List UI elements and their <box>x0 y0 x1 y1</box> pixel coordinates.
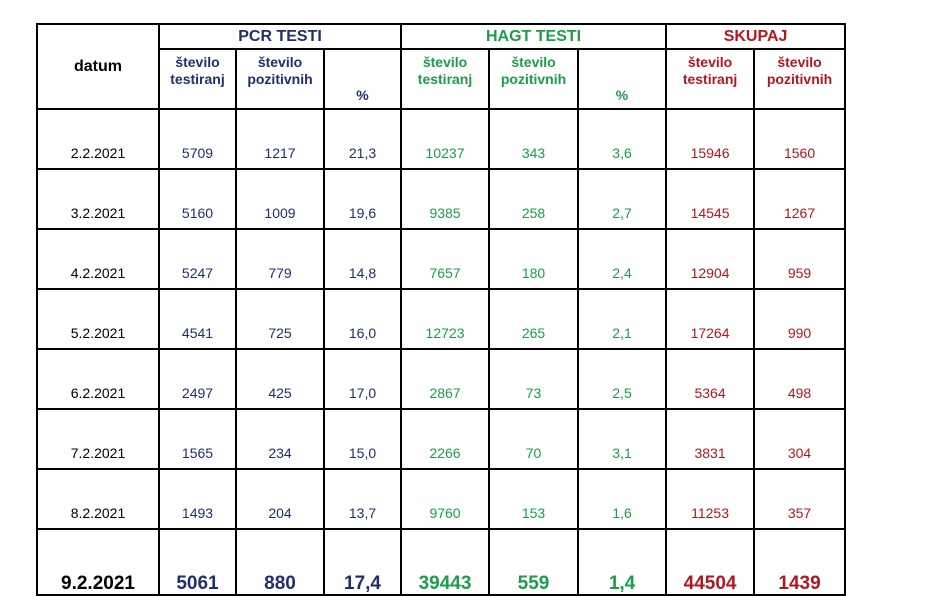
table-row <box>37 469 845 529</box>
pcr-positive-cell: 880 <box>236 529 324 595</box>
skupaj-tested-header: število testiranj <box>666 49 754 109</box>
table-row <box>37 349 845 409</box>
hagt-tested-cell: 39443 <box>401 529 489 595</box>
table-row <box>37 409 845 469</box>
pcr-tested-cell: 5247 <box>159 229 236 289</box>
pcr-percent-cell: 19,6 <box>324 169 401 229</box>
table-row <box>37 289 845 349</box>
table-row <box>37 229 845 289</box>
table-body <box>37 109 845 595</box>
skupaj-tested-cell: 15946 <box>666 109 754 169</box>
pcr-percent-cell: 16,0 <box>324 289 401 349</box>
pcr-positive-cell: 779 <box>236 229 324 289</box>
pcr-positive-cell: 425 <box>236 349 324 409</box>
hagt-percent-cell: 2,1 <box>578 289 666 349</box>
skupaj-tested-cell: 12904 <box>666 229 754 289</box>
pcr-positive-cell: 1009 <box>236 169 324 229</box>
hagt-percent-cell: 2,7 <box>578 169 666 229</box>
skupaj-tested-cell: 5364 <box>666 349 754 409</box>
skupaj-positive-cell: 1560 <box>754 109 845 169</box>
table-row-total <box>37 529 845 595</box>
date-cell: 4.2.2021 <box>37 229 159 289</box>
pcr-tested-cell: 2497 <box>159 349 236 409</box>
date-cell: 6.2.2021 <box>37 349 159 409</box>
skupaj-group-header: SKUPAJ <box>666 24 845 49</box>
hagt-tested-header: število testiranj <box>401 49 489 109</box>
pcr-tested-cell: 4541 <box>159 289 236 349</box>
hagt-positive-cell: 153 <box>489 469 578 529</box>
date-cell: 2.2.2021 <box>37 109 159 169</box>
hagt-positive-cell: 73 <box>489 349 578 409</box>
hagt-percent-cell: 3,6 <box>578 109 666 169</box>
skupaj-positive-cell: 498 <box>754 349 845 409</box>
skupaj-positive-cell: 304 <box>754 409 845 469</box>
pcr-percent-cell: 21,3 <box>324 109 401 169</box>
pcr-tested-header: število testiranj <box>159 49 236 109</box>
pcr-positive-cell: 234 <box>236 409 324 469</box>
skupaj-tested-cell: 11253 <box>666 469 754 529</box>
pcr-percent-cell: 13,7 <box>324 469 401 529</box>
hagt-positive-cell: 70 <box>489 409 578 469</box>
hagt-positive-cell: 559 <box>489 529 578 595</box>
skupaj-tested-cell: 17264 <box>666 289 754 349</box>
pcr-positive-header: število pozitivnih <box>236 49 324 109</box>
pcr-percent-cell: 15,0 <box>324 409 401 469</box>
hagt-tested-cell: 12723 <box>401 289 489 349</box>
hagt-positive-cell: 265 <box>489 289 578 349</box>
hagt-percent-header: % <box>578 49 666 109</box>
hagt-tested-cell: 10237 <box>401 109 489 169</box>
pcr-percent-header: % <box>324 49 401 109</box>
date-column-header: datum <box>37 24 159 109</box>
skupaj-positive-cell: 990 <box>754 289 845 349</box>
hagt-tested-cell: 9385 <box>401 169 489 229</box>
skupaj-positive-cell: 959 <box>754 229 845 289</box>
pcr-percent-cell: 14,8 <box>324 229 401 289</box>
pcr-tested-cell: 5061 <box>159 529 236 595</box>
skupaj-tested-cell: 44504 <box>666 529 754 595</box>
skupaj-positive-cell: 1439 <box>754 529 845 595</box>
pcr-percent-cell: 17,4 <box>324 529 401 595</box>
skupaj-positive-cell: 1267 <box>754 169 845 229</box>
column-header-row <box>37 49 845 109</box>
skupaj-tested-cell: 14545 <box>666 169 754 229</box>
pcr-positive-cell: 725 <box>236 289 324 349</box>
table-row <box>37 109 845 169</box>
hagt-positive-cell: 180 <box>489 229 578 289</box>
hagt-positive-header: število pozitivnih <box>489 49 578 109</box>
skupaj-positive-cell: 357 <box>754 469 845 529</box>
hagt-tested-cell: 9760 <box>401 469 489 529</box>
pcr-group-header: PCR TESTI <box>159 24 401 49</box>
date-cell: 3.2.2021 <box>37 169 159 229</box>
pcr-tested-cell: 1493 <box>159 469 236 529</box>
pcr-positive-cell: 204 <box>236 469 324 529</box>
pcr-percent-cell: 17,0 <box>324 349 401 409</box>
skupaj-positive-header: število pozitivnih <box>754 49 845 109</box>
pcr-tested-cell: 5709 <box>159 109 236 169</box>
pcr-tested-cell: 1565 <box>159 409 236 469</box>
group-header-row <box>37 24 845 49</box>
date-cell: 8.2.2021 <box>37 469 159 529</box>
hagt-percent-cell: 1,4 <box>578 529 666 595</box>
hagt-tested-cell: 2266 <box>401 409 489 469</box>
hagt-positive-cell: 343 <box>489 109 578 169</box>
hagt-tested-cell: 2867 <box>401 349 489 409</box>
pcr-tested-cell: 5160 <box>159 169 236 229</box>
hagt-percent-cell: 2,5 <box>578 349 666 409</box>
date-cell: 9.2.2021 <box>37 529 159 595</box>
skupaj-tested-cell: 3831 <box>666 409 754 469</box>
hagt-percent-cell: 1,6 <box>578 469 666 529</box>
hagt-positive-cell: 258 <box>489 169 578 229</box>
table-row <box>37 169 845 229</box>
hagt-percent-cell: 2,4 <box>578 229 666 289</box>
covid-test-table <box>36 23 846 596</box>
pcr-positive-cell: 1217 <box>236 109 324 169</box>
date-cell: 7.2.2021 <box>37 409 159 469</box>
hagt-percent-cell: 3,1 <box>578 409 666 469</box>
hagt-tested-cell: 7657 <box>401 229 489 289</box>
date-cell: 5.2.2021 <box>37 289 159 349</box>
hagt-group-header: HAGT TESTI <box>401 24 666 49</box>
